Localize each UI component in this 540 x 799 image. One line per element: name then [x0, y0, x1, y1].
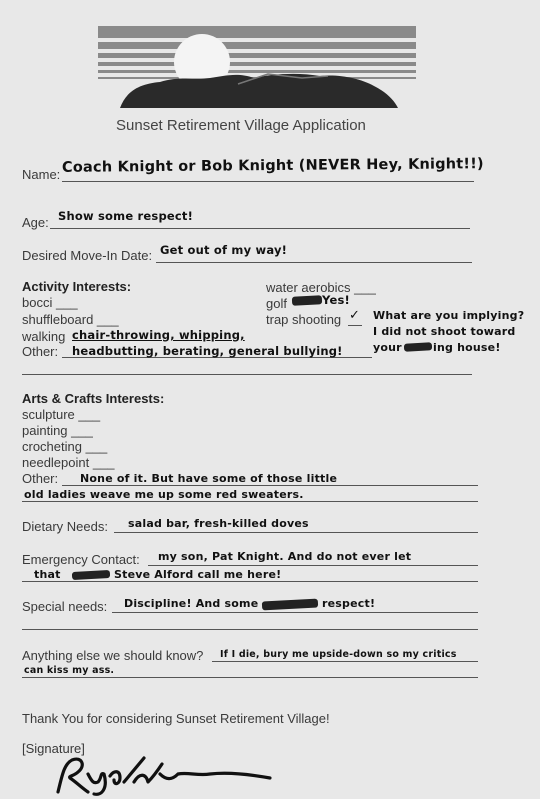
logo-stripe [98, 26, 416, 38]
trap-note-scribble [404, 342, 432, 351]
trap-note-line-3b: ing house! [433, 341, 501, 354]
logo-stripe [98, 70, 416, 73]
shuffleboard-option: shuffleboard ___ [22, 312, 119, 327]
walking-value: chair-throwing, whipping, [72, 328, 245, 342]
special-needs-scribble [262, 599, 318, 611]
trap-note-line-3a: your [373, 341, 402, 354]
emergency-line-1 [148, 565, 478, 566]
walking-option: walking [22, 329, 66, 344]
special-needs-line-1 [112, 612, 478, 613]
trap-note-line-2: I did not shoot toward [373, 325, 516, 338]
golf-option: golf [266, 296, 287, 311]
activity-other-label: Other: [22, 344, 59, 359]
age-label: Age: [22, 215, 49, 230]
logo-stripe [98, 42, 416, 49]
page-title: Sunset Retirement Village Application [116, 117, 366, 134]
signature-label: [Signature] [22, 741, 85, 756]
anything-else-value-2: can kiss my ass. [24, 665, 115, 676]
activity-extra-line [22, 374, 472, 375]
arts-other-value-1: None of it. But have some of those little [80, 472, 338, 485]
crocheting-option: crocheting ___ [22, 439, 108, 454]
emergency-value-1: my son, Pat Knight. And do not ever let [158, 550, 412, 563]
emergency-line-2 [22, 581, 478, 582]
emergency-value-2a: that [34, 568, 61, 581]
arts-other-line-2 [22, 501, 478, 502]
anything-else-value-1: If I die, bury me upside-down so my critics [220, 649, 457, 660]
special-needs-value-b: respect! [322, 597, 376, 610]
name-line [62, 181, 474, 182]
arts-heading: Arts & Crafts Interests: [22, 391, 165, 406]
sunset-logo [98, 26, 418, 110]
name-value: Coach Knight or Bob Knight (NEVER Hey, Knight!!) [61, 156, 484, 176]
activity-other-value: headbutting, berating, general bullying! [72, 344, 343, 358]
logo-stripe [98, 62, 416, 66]
anything-else-line-2 [22, 677, 478, 678]
special-needs-value-a: Discipline! And some [124, 597, 259, 610]
special-needs-label: Special needs: [22, 599, 108, 614]
emergency-value-2b: Steve Alford call me here! [114, 568, 282, 581]
emergency-scribble [72, 570, 110, 580]
trap-shooting-line [348, 325, 362, 326]
trap-note-line-1: What are you implying? [373, 309, 525, 322]
painting-option: painting ___ [22, 423, 93, 438]
arts-other-label: Other: [22, 471, 59, 486]
activity-heading: Activity Interests: [22, 279, 132, 294]
anything-else-line-1 [212, 661, 478, 662]
move-in-value: Get out of my way! [160, 243, 288, 257]
logo-stripe [98, 53, 416, 58]
bocci-option: bocci ___ [22, 295, 78, 310]
emergency-label: Emergency Contact: [22, 552, 140, 567]
water-aerobics-option: water aerobics ___ [266, 280, 376, 295]
golf-scribble [292, 295, 322, 306]
age-value: Show some respect! [58, 209, 194, 223]
needlepoint-option: needlepoint ___ [22, 455, 115, 470]
dietary-label: Dietary Needs: [22, 519, 108, 534]
arts-other-value-2: old ladies weave me up some red sweaters. [24, 488, 304, 501]
anything-else-label: Anything else we should know? [22, 648, 204, 663]
dietary-line [114, 532, 478, 533]
sculpture-option: sculpture ___ [22, 407, 101, 422]
trap-shooting-option: trap shooting [266, 312, 342, 327]
trap-shooting-check: ✓ [349, 308, 361, 323]
signature-scribble [48, 752, 278, 798]
thank-you-text: Thank You for considering Sunset Retirement Village! [22, 711, 330, 726]
age-line [50, 228, 470, 229]
arts-other-line-1 [62, 485, 478, 486]
name-label: Name: [22, 167, 61, 182]
special-needs-line-2 [22, 629, 478, 630]
move-in-label: Desired Move-In Date: [22, 248, 153, 263]
move-in-line [156, 262, 472, 263]
dietary-value: salad bar, fresh-killed doves [128, 517, 309, 530]
golf-value: Yes! [322, 293, 350, 307]
